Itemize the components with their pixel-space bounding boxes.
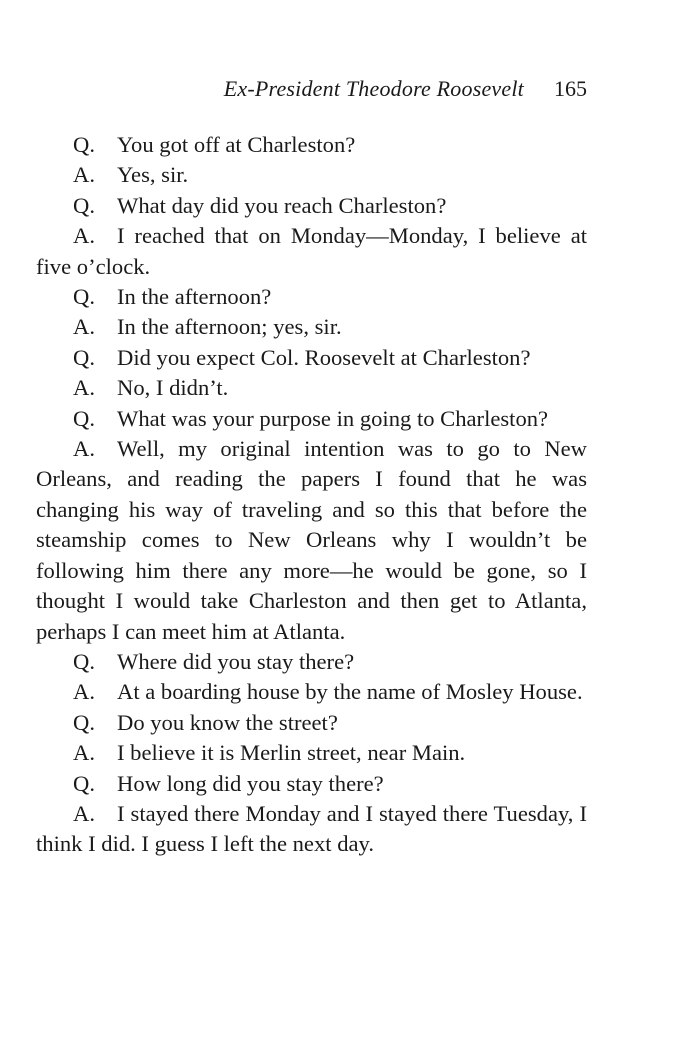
transcript-paragraph: [36, 282, 587, 312]
speaker-label: Q.: [73, 709, 95, 735]
transcript-paragraph: [36, 677, 587, 707]
speaker-label: Q.: [73, 284, 95, 310]
speaker-label: Q.: [73, 192, 95, 218]
transcript-paragraph: [36, 708, 587, 738]
transcript-paragraph: [36, 434, 587, 647]
paragraph-text: I stayed there Monday and I stayed there Tuesday, I think I did. I guess I left the next day.: [36, 800, 587, 857]
paragraph-text: In the afternoon; yes, sir.: [117, 314, 342, 340]
speaker-label: Q.: [73, 344, 95, 370]
transcript-paragraph: [36, 738, 587, 768]
speaker-label: A.: [73, 314, 95, 340]
speaker-label: A.: [73, 436, 95, 462]
running-head: [36, 76, 587, 112]
transcript-paragraph: [36, 130, 587, 160]
paragraph-text: What was your purpose in going to Charleston?: [117, 405, 549, 431]
transcript-paragraph: [36, 312, 587, 342]
paragraph-text: How long did you stay there?: [117, 770, 384, 796]
paragraph-text: In the afternoon?: [117, 284, 272, 310]
page-number: 165: [554, 76, 587, 101]
speaker-label: A.: [73, 223, 95, 249]
paragraph-text: You got off at Charleston?: [117, 132, 356, 157]
speaker-label: A.: [73, 740, 95, 766]
paragraph-text: Do you know the street?: [117, 709, 338, 735]
paragraph-text: Yes, sir.: [117, 162, 189, 188]
paragraph-text: I believe it is Merlin street, near Main.: [117, 740, 466, 766]
book-page: [36, 76, 587, 860]
transcript-paragraph: [36, 647, 587, 677]
speaker-label: A.: [73, 800, 95, 826]
speaker-label: A.: [73, 375, 95, 401]
transcript-paragraph: [36, 404, 587, 434]
speaker-label: A.: [73, 162, 95, 188]
transcript-body: [36, 130, 587, 860]
paragraph-text: Did you expect Col. Roosevelt at Charleston?: [117, 344, 531, 370]
paragraph-text: Where did you stay there?: [117, 648, 355, 674]
transcript-paragraph: [36, 221, 587, 282]
speaker-label: Q.: [73, 648, 95, 674]
transcript-paragraph: [36, 343, 587, 373]
transcript-paragraph: [36, 160, 587, 190]
speaker-label: Q.: [73, 405, 95, 431]
speaker-label: A.: [73, 679, 95, 705]
paragraph-text: I reached that on Monday—Monday, I believe at five o’clock.: [36, 223, 587, 279]
paragraph-text: Well, my original intention was to go to New Orleans, and reading the papers I found that he was changing his way of traveling and so this that before the steamship comes to New Orleans why I wouldn’t be following him there any more—he would be gone, so I thought I would take Charleston and then get to Atlanta, perhaps I can meet him at Atlanta.: [36, 436, 587, 644]
transcript-paragraph: [36, 769, 587, 799]
speaker-label: Q.: [73, 770, 95, 796]
transcript-paragraph: [36, 191, 587, 221]
paragraph-text: What day did you reach Charleston?: [117, 192, 447, 218]
running-head-title: Ex-President Theodore Roosevelt: [223, 76, 524, 101]
transcript-paragraph: [36, 799, 587, 860]
transcript-paragraph: [36, 373, 587, 403]
paragraph-text: No, I didn’t.: [117, 375, 229, 401]
speaker-label: Q.: [73, 132, 95, 157]
paragraph-text: At a boarding house by the name of Mosley House.: [117, 679, 583, 705]
